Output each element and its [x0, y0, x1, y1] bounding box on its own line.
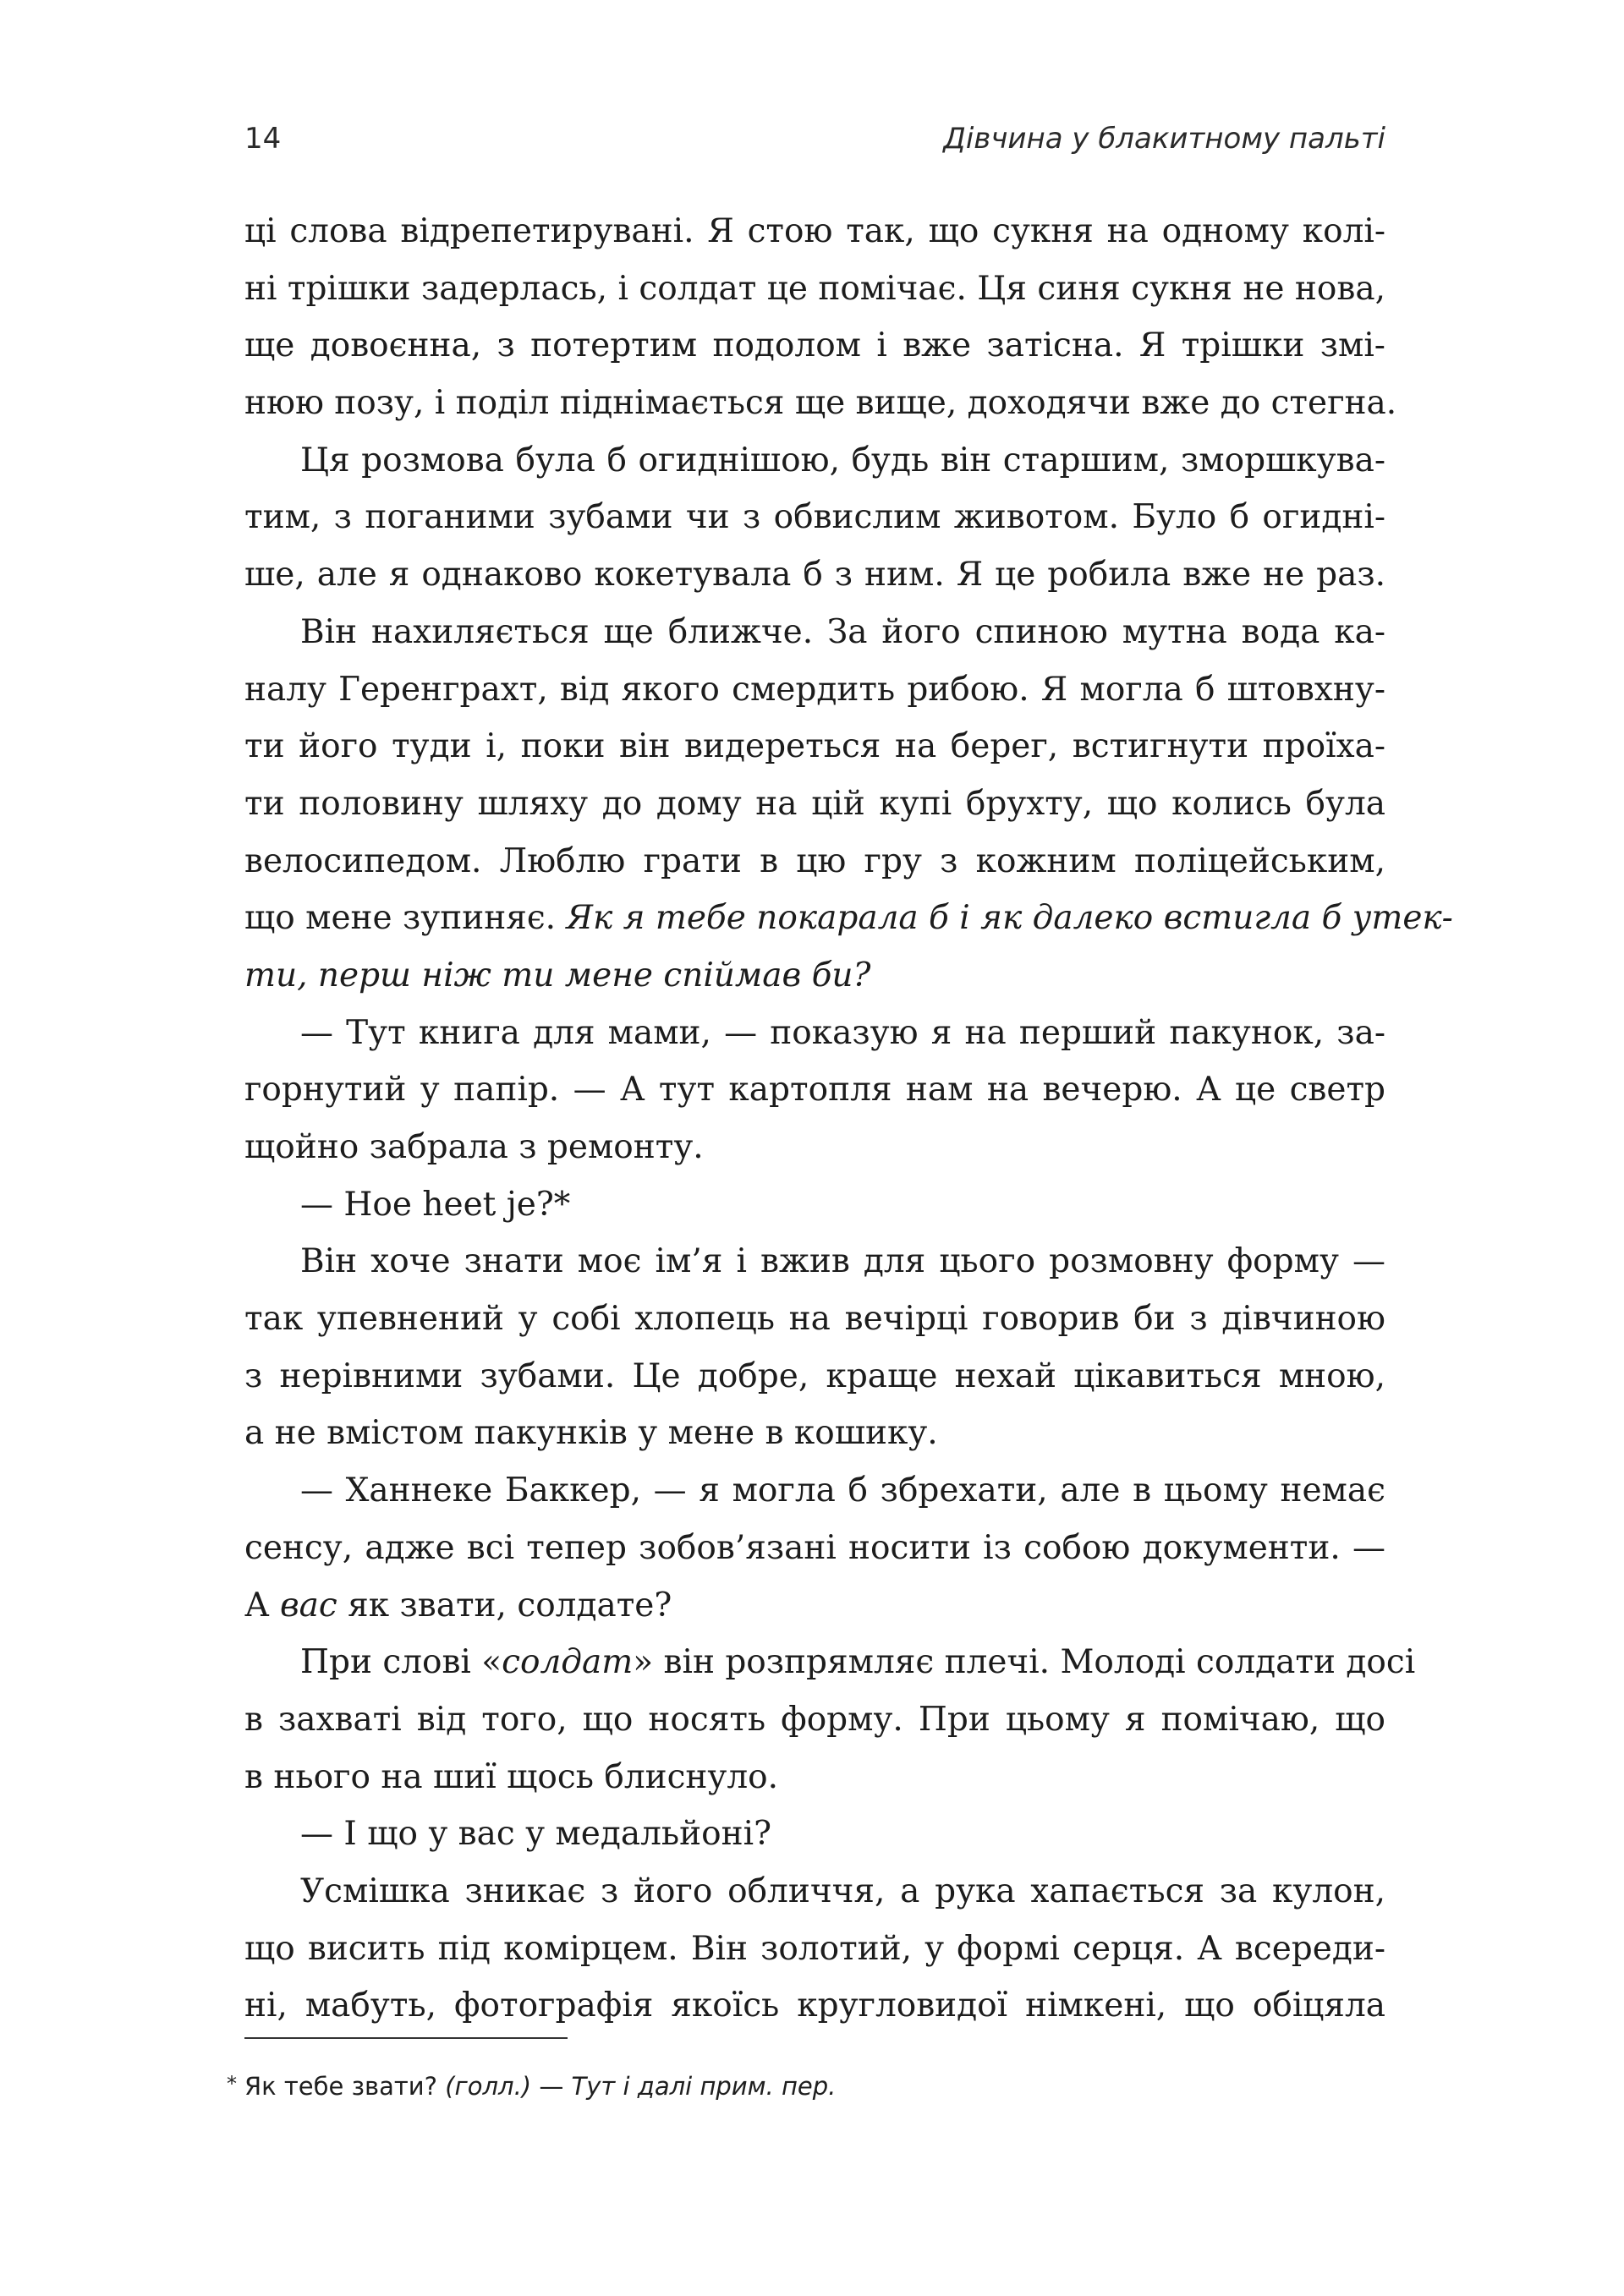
line-text: а не вмістом пакунків у мене в кошику. [244, 1414, 938, 1453]
text-line [244, 947, 1385, 1005]
text-line [244, 661, 1385, 719]
line-text: в захваті від того, що носять форму. При цьому я помічаю, що [244, 1700, 1385, 1739]
footnote-translator-note: Тут і далі прим. пер. [571, 2072, 837, 2101]
line-text: ще довоєнна, з потертим подолом і вже затісна. Я трішки змі- [244, 326, 1385, 365]
text-line [244, 1977, 1385, 2035]
line-text: ти його туди і, поки він видереться на берег, встигнути проїха- [244, 727, 1385, 766]
text-line [244, 489, 1385, 546]
text-line [244, 1520, 1385, 1577]
text-line [244, 1119, 1385, 1176]
text-line [244, 317, 1385, 375]
text-line [244, 1691, 1385, 1749]
line-text-after: як звати, солдате? [337, 1586, 672, 1625]
text-line [244, 1462, 1385, 1520]
line-text: Усмішка зникає з його обличчя, а рука хапається за кулон, [300, 1871, 1385, 1910]
text-line [244, 1348, 1385, 1406]
page-header [244, 118, 1385, 169]
line-text: ці слова відрепетирувані. Я стою так, що сукня на одному колі- [244, 212, 1385, 250]
page-number: 14 [244, 122, 282, 156]
line-text: щойно забрала з ремонту. [244, 1128, 704, 1166]
text-line [244, 604, 1385, 661]
text-line [244, 1290, 1385, 1348]
text-line [244, 203, 1385, 260]
line-text: А [244, 1586, 280, 1625]
line-text: горнутий у папір. — А тут картопля нам на вечерю. А це светр [244, 1071, 1385, 1110]
text-line [244, 833, 1385, 890]
line-text: налу Геренграхт, від якого смердить рибою. Я могла б штовхну- [244, 670, 1385, 709]
text-line [244, 1634, 1416, 1691]
line-text: в нього на шиї щось блиснуло. [244, 1757, 779, 1796]
line-text-after: » він розпрямляє плечі. Молоді солдати досі [633, 1643, 1416, 1682]
text-line [244, 1863, 1385, 1921]
body-text [244, 203, 1453, 2035]
text-line [244, 1005, 1385, 1062]
footnote-dash: — [531, 2072, 572, 2101]
line-text: ні трішки задерлась, і солдат це помічає. Ця синя сукня не нова, [244, 269, 1385, 308]
text-line [244, 1749, 1385, 1806]
line-italic-segment: Як я тебе покарала б і як далеко встигла б утек- [566, 899, 1453, 938]
line-text: Він хоче знати моє ім’я і вжив для цього розмовну форму — [300, 1242, 1385, 1281]
text-line [244, 260, 1385, 318]
line-text: Він нахиляється ще ближче. За його спиною мутна вода ка- [300, 612, 1385, 651]
text-line [244, 432, 1385, 490]
footnote-marker: * [227, 2072, 237, 2096]
text-line [244, 1405, 1385, 1462]
line-text: — Hoe heet je?* [300, 1185, 571, 1224]
line-text: з нерівними зубами. Це добре, краще нехай цікавиться мною, [244, 1356, 1385, 1395]
text-line [244, 546, 1385, 604]
text-line [244, 1061, 1385, 1119]
text-line [244, 1577, 1385, 1635]
running-title: Дівчина у блакитному пальті [943, 122, 1385, 156]
text-line [244, 1806, 1385, 1863]
line-text: ше, але я однаково кокетувала б з ним. Я це робила вже не раз. [244, 556, 1385, 595]
footnote-rule [244, 2037, 568, 2039]
line-text: ти, перш ніж ти мене спіймав би? [244, 956, 871, 995]
line-text: так упевнений у собі хлопець на вечірці говорив би з дівчиною [244, 1300, 1385, 1339]
line-text: що мене зупиняє. [244, 899, 567, 938]
line-text: При слові « [300, 1643, 502, 1682]
line-text: тим, з поганими зубами чи з обвислим животом. Було б огидні- [244, 498, 1385, 537]
line-text: нюю позу, і поділ піднімається ще вище, доходячи вже до стегна. [244, 384, 1397, 423]
line-italic-segment: вас [279, 1586, 337, 1625]
line-text: — Ханнеке Баккер, — я могла б збрехати, але в цьому немає [300, 1471, 1385, 1510]
line-text: — І що у вас у медальйоні? [300, 1815, 772, 1854]
line-text: Ця розмова була б огиднішою, будь він старшим, зморшкува- [300, 441, 1385, 479]
text-line [244, 718, 1385, 775]
line-italic-segment: солдат [502, 1643, 634, 1682]
line-text: — Тут книга для мами, — показую я на перший пакунок, за- [300, 1013, 1385, 1052]
text-line [244, 775, 1385, 833]
text-line [244, 1176, 1385, 1234]
text-line [244, 1921, 1385, 1978]
text-line [244, 1233, 1385, 1290]
line-text: що висить під комірцем. Він золотий, у формі серця. А всереди- [244, 1929, 1385, 1968]
footnote-text: Як тебе звати? [244, 2072, 446, 2101]
footnote [227, 2072, 836, 2101]
text-line [244, 890, 1453, 947]
line-text: ти половину шляху до дому на цій купі брухту, що колись була [244, 784, 1385, 823]
line-text: велосипедом. Люблю грати в цю гру з кожним поліцейським, [244, 841, 1385, 880]
text-line [244, 375, 1397, 432]
line-text: сенсу, адже всі тепер зобов’язані носити із собою документи. — [244, 1528, 1385, 1567]
footnote-lang-note: (голл.) [445, 2072, 532, 2101]
line-text: ні, мабуть, фотографія якоїсь кругловидої німкені, що обіцяла [244, 1986, 1385, 2025]
